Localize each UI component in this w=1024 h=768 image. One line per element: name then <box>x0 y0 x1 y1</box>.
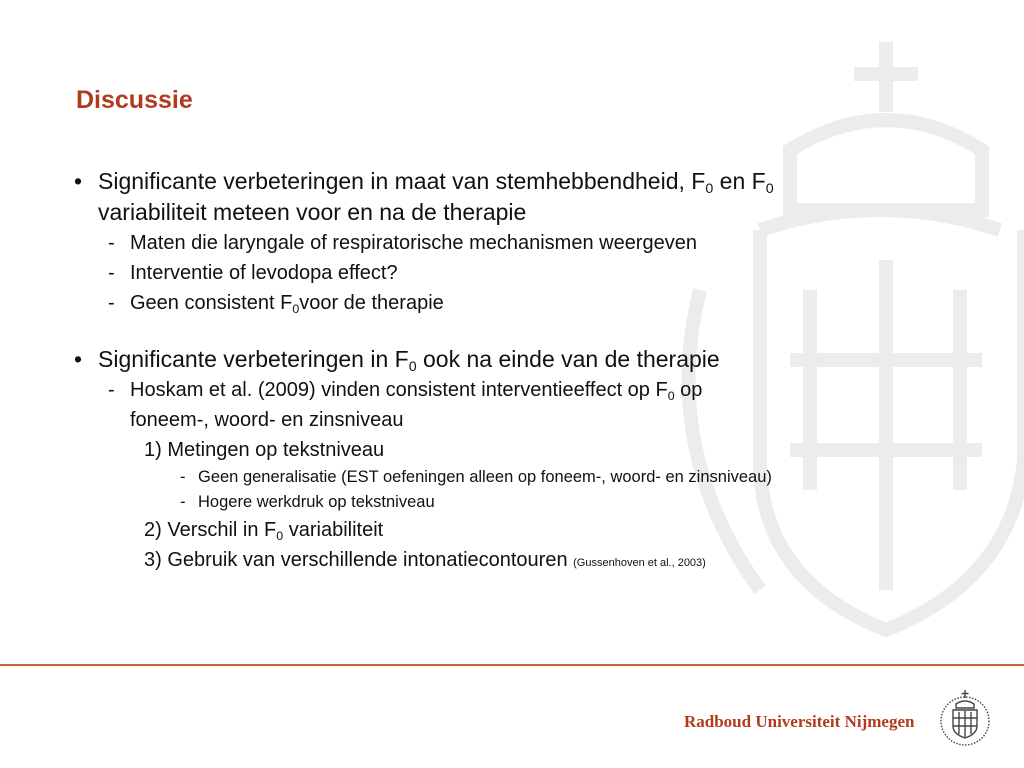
university-name: Radboud Universiteit Nijmegen <box>684 712 915 731</box>
bullet-continuation: variabiliteit meteen voor en na de therapie <box>98 199 527 225</box>
numbered-text: variabiliteit <box>283 519 384 541</box>
subscript: 0 <box>705 181 714 197</box>
bullet-item <box>74 166 974 197</box>
numbered-item: 1) Metingen op tekstniveau <box>144 439 385 461</box>
subscript: 0 <box>276 529 284 543</box>
slide-title: Discussie <box>76 86 193 114</box>
dash-item <box>74 288 974 318</box>
dash-text: Maten die laryngale of respiratorische mechanismen weergeven <box>130 232 697 254</box>
subscript: 0 <box>292 302 300 316</box>
citation: (Gussenhoven et al., 2003) <box>573 557 706 569</box>
dash-text: voor de therapie <box>299 292 444 314</box>
dash-text: Interventie of levodopa effect? <box>130 262 398 284</box>
dash-marker: - <box>108 379 115 401</box>
dash-item-small <box>74 490 974 515</box>
dash-text: Hogere werkdruk op tekstniveau <box>198 493 435 511</box>
bullet-text: Significante verbeteringen in maat van stemhebbendheid, F <box>98 168 706 194</box>
bullet-marker: • <box>74 168 83 194</box>
dash-item <box>74 258 974 288</box>
bullet-item <box>74 344 974 375</box>
subscript: 0 <box>765 181 774 197</box>
dash-text: Geen generalisatie (EST oefeningen alleen op foneem-, woord- en zinsniveau) <box>198 468 772 486</box>
dash-text: op <box>674 379 703 401</box>
subscript: 0 <box>408 359 417 375</box>
bullet-text: ook na einde van de therapie <box>416 346 720 372</box>
dash-item-small <box>74 465 974 490</box>
dash-marker: - <box>180 468 186 486</box>
bullet-text: en F <box>713 168 766 194</box>
dash-marker: - <box>108 262 115 284</box>
bullet-marker: • <box>74 346 83 372</box>
university-seal-icon <box>936 688 994 750</box>
dash-marker: - <box>108 292 115 314</box>
dash-marker: - <box>180 493 186 511</box>
subscript: 0 <box>667 389 675 403</box>
dash-item <box>74 228 974 258</box>
footer-divider <box>0 664 1024 666</box>
dash-continuation: foneem-, woord- en zinsniveau <box>130 409 404 431</box>
bullet-text: Significante verbeteringen in F <box>98 346 409 372</box>
numbered-item <box>74 515 974 545</box>
dash-text: Geen consistent F <box>130 292 293 314</box>
numbered-text: 3) Gebruik van verschillende intonatiecontouren <box>144 549 574 571</box>
numbered-item <box>74 545 974 578</box>
dash-text: Hoskam et al. (2009) vinden consistent interventieeffect op F <box>130 379 668 401</box>
dash-marker: - <box>108 232 115 254</box>
slide-body <box>74 166 974 578</box>
dash-item <box>74 375 974 405</box>
numbered-text: 2) Verschil in F <box>144 519 277 541</box>
